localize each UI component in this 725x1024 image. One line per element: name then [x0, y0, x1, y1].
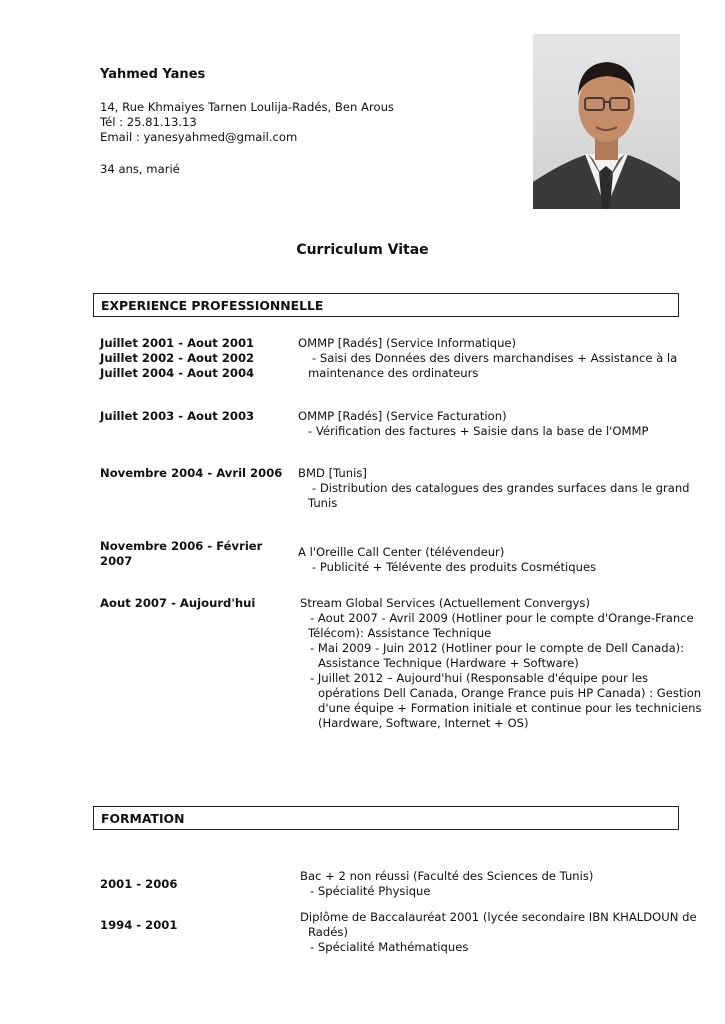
- formation-heading: FORMATION: [101, 811, 185, 826]
- description-line: A l'Oreille Call Center (télévendeur): [298, 545, 505, 559]
- experience-description-3: [298, 466, 688, 511]
- description-line: Radés): [308, 925, 348, 939]
- experience-description-5: [300, 596, 702, 731]
- experience-dates-4: [100, 539, 295, 568]
- description-line: Tunis: [308, 496, 338, 510]
- date-line: Juillet 2004 - Aout 2004: [100, 366, 255, 380]
- date-line: Novembre 2006 - Février 2007: [100, 539, 263, 568]
- description-line: Bac + 2 non réussi (Faculté des Sciences de Tunis): [300, 869, 594, 883]
- experience-dates-1: [100, 336, 295, 381]
- date-line: Aout 2007 - Aujourd'hui: [100, 596, 256, 610]
- formation-section-header: [93, 806, 679, 830]
- description-line: - Aout 2007 - Avril 2009 (Hotliner pour le compte d'Orange-France: [310, 611, 694, 625]
- description-line: - Vérification des factures + Saisie dans la base de l'OMMP: [308, 424, 649, 438]
- document-title: Curriculum Vitae: [296, 242, 429, 258]
- description-line: - Publicité + Télévente des produits Cosmétiques: [312, 560, 597, 574]
- description-line: Télécom): Assistance Technique: [308, 626, 492, 640]
- formation-description-1: [300, 869, 690, 899]
- candidate-name: Yahmed Yanes: [100, 67, 206, 82]
- description-line: Diplôme de Baccalauréat 2001 (lycée secondaire IBN KHALDOUN de: [300, 910, 697, 924]
- description-line: Assistance Technique (Hardware + Software): [318, 656, 579, 670]
- description-line: (Hardware, Software, Internet + OS): [318, 716, 529, 730]
- description-line: d'une équipe + Formation initiale et continue pour les techniciens: [318, 701, 702, 715]
- email: Email : yanesyahmed@gmail.com: [100, 130, 298, 144]
- date-line: Juillet 2002 - Aout 2002: [100, 351, 255, 365]
- address: 14, Rue Khmaiyes Tarnen Loulija-Radés, Ben Arous: [100, 100, 394, 114]
- formation-description-2: [300, 910, 697, 955]
- description-line: - Distribution des catalogues des grandes surfaces dans le grand: [312, 481, 690, 495]
- experience-dates-2: [100, 409, 295, 424]
- experience-description-2: [298, 409, 688, 439]
- phone: Tél : 25.81.13.13: [100, 115, 197, 129]
- experience-dates-5: [100, 596, 295, 611]
- description-line: OMMP [Radés] (Service Informatique): [298, 336, 517, 350]
- description-line: - Juillet 2012 – Aujourd'hui (Responsable d'équipe pour les: [310, 671, 648, 685]
- description-line: OMMP [Radés] (Service Facturation): [298, 409, 507, 423]
- age-status: 34 ans, marié: [100, 162, 180, 176]
- description-line: opérations Dell Canada, Orange France puis HP Canada) : Gestion: [318, 686, 702, 700]
- experience-heading: EXPERIENCE PROFESSIONNELLE: [101, 298, 324, 313]
- description-line: BMD [Tunis]: [298, 466, 367, 480]
- description-line: - Spécialité Physique: [310, 884, 431, 898]
- profile-photo: [533, 34, 680, 209]
- date-line: Novembre 2004 - Avril 2006: [100, 466, 283, 480]
- description-line: - Saisi des Données des divers marchandises + Assistance à la: [312, 351, 678, 365]
- experience-dates-3: [100, 466, 295, 481]
- formation-dates-1: [100, 877, 295, 892]
- experience-description-1: [298, 336, 688, 381]
- experience-description-4: [298, 545, 688, 575]
- description-line: - Mai 2009 - Juin 2012 (Hotliner pour le compte de Dell Canada):: [310, 641, 685, 655]
- description-line: Stream Global Services (Actuellement Convergys): [300, 596, 590, 610]
- date-line: Juillet 2001 - Aout 2001: [100, 336, 255, 350]
- experience-section-header: [93, 293, 679, 317]
- date-line: 2001 - 2006: [100, 877, 178, 891]
- date-line: 1994 - 2001: [100, 918, 178, 932]
- formation-dates-2: [100, 918, 295, 933]
- description-line: maintenance des ordinateurs: [308, 366, 479, 380]
- contact-block: [100, 100, 394, 145]
- description-line: - Spécialité Mathématiques: [310, 940, 469, 954]
- date-line: Juillet 2003 - Aout 2003: [100, 409, 255, 423]
